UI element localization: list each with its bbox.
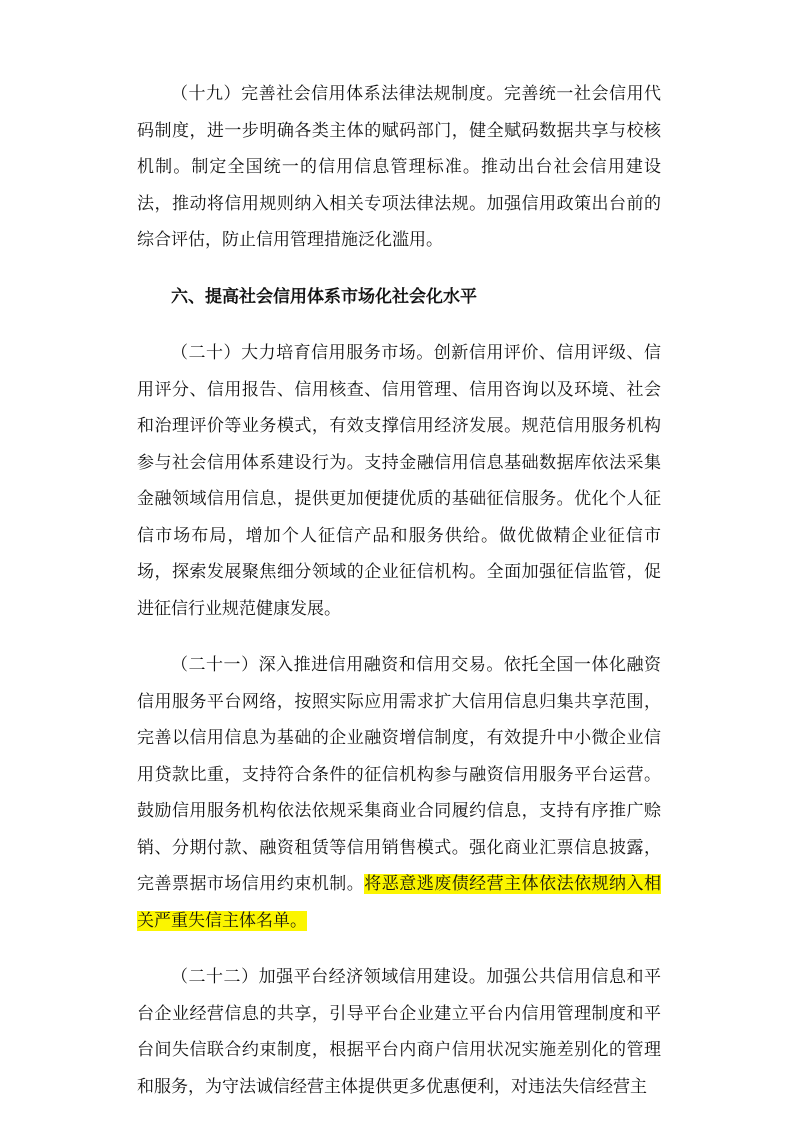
document-body <box>137 76 661 1125</box>
section-6-heading: 六、提高社会信用体系市场化社会化水平 <box>171 286 477 307</box>
paragraph-22: （二十二）加强平台经济领域信用建设。加强公共信用信息和平台企业经营信息的共享，引导平台企业建立平台内信用管理制度和平台间失信联合约束制度，根据平台内商户信用状况实施差别化的管理和服务，为守法诚信经营主体提供更多优惠便利，对违法失信经营主 <box>137 967 661 1097</box>
paragraph-21-text: （二十一）深入推进信用融资和信用交易。依托全国一体化融资信用服务平台网络，按照实际应用需求扩大信用信息归集共享范围，完善以信用信息为基础的企业融资增信制度，有效提升中小微企业信用贷款比重，支持符合条件的征信机构参与融资信用服务平台运营。鼓励信用服务机构依法依规采集商业合同履约信息，支持有序推广赊销、分期付款、融资租赁等信用销售模式。强化商业汇票信息披露，完善票据市场信用约束机制。 <box>137 655 661 894</box>
paragraph-20: （二十）大力培育信用服务市场。创新信用评价、信用评级、信用评分、信用报告、信用核查、信用管理、信用咨询以及环境、社会和治理评价等业务模式，有效支撑信用经济发展。规范信用服务机构参与社会信用体系建设行为。支持金融信用信息基础数据库依法采集金融领域信用信息，提供更加便捷优质的基础征信服务。优化个人征信市场布局，增加个人征信产品和服务供给。做优做精企业征信市场，探索发展聚焦细分领域的企业征信机构。全面加强征信监管，促进征信行业规范健康发展。 <box>137 343 661 619</box>
paragraph-21 <box>137 647 661 939</box>
paragraph-19: （十九）完善社会信用体系法律法规制度。完善统一社会信用代码制度，进一步明确各类主体的赋码部门，健全赋码数据共享与校核机制。制定全国统一的信用信息管理标准。推动出台社会信用建设法，推动将信用规则纳入相关专项法律法规。加强信用政策出台前的综合评估，防止信用管理措施泛化滥用。 <box>137 84 661 250</box>
paragraph-21-highlighted-text: 将恶意逃废债经营主体依法依规纳入相关严重失信主体名单。 <box>137 874 662 931</box>
